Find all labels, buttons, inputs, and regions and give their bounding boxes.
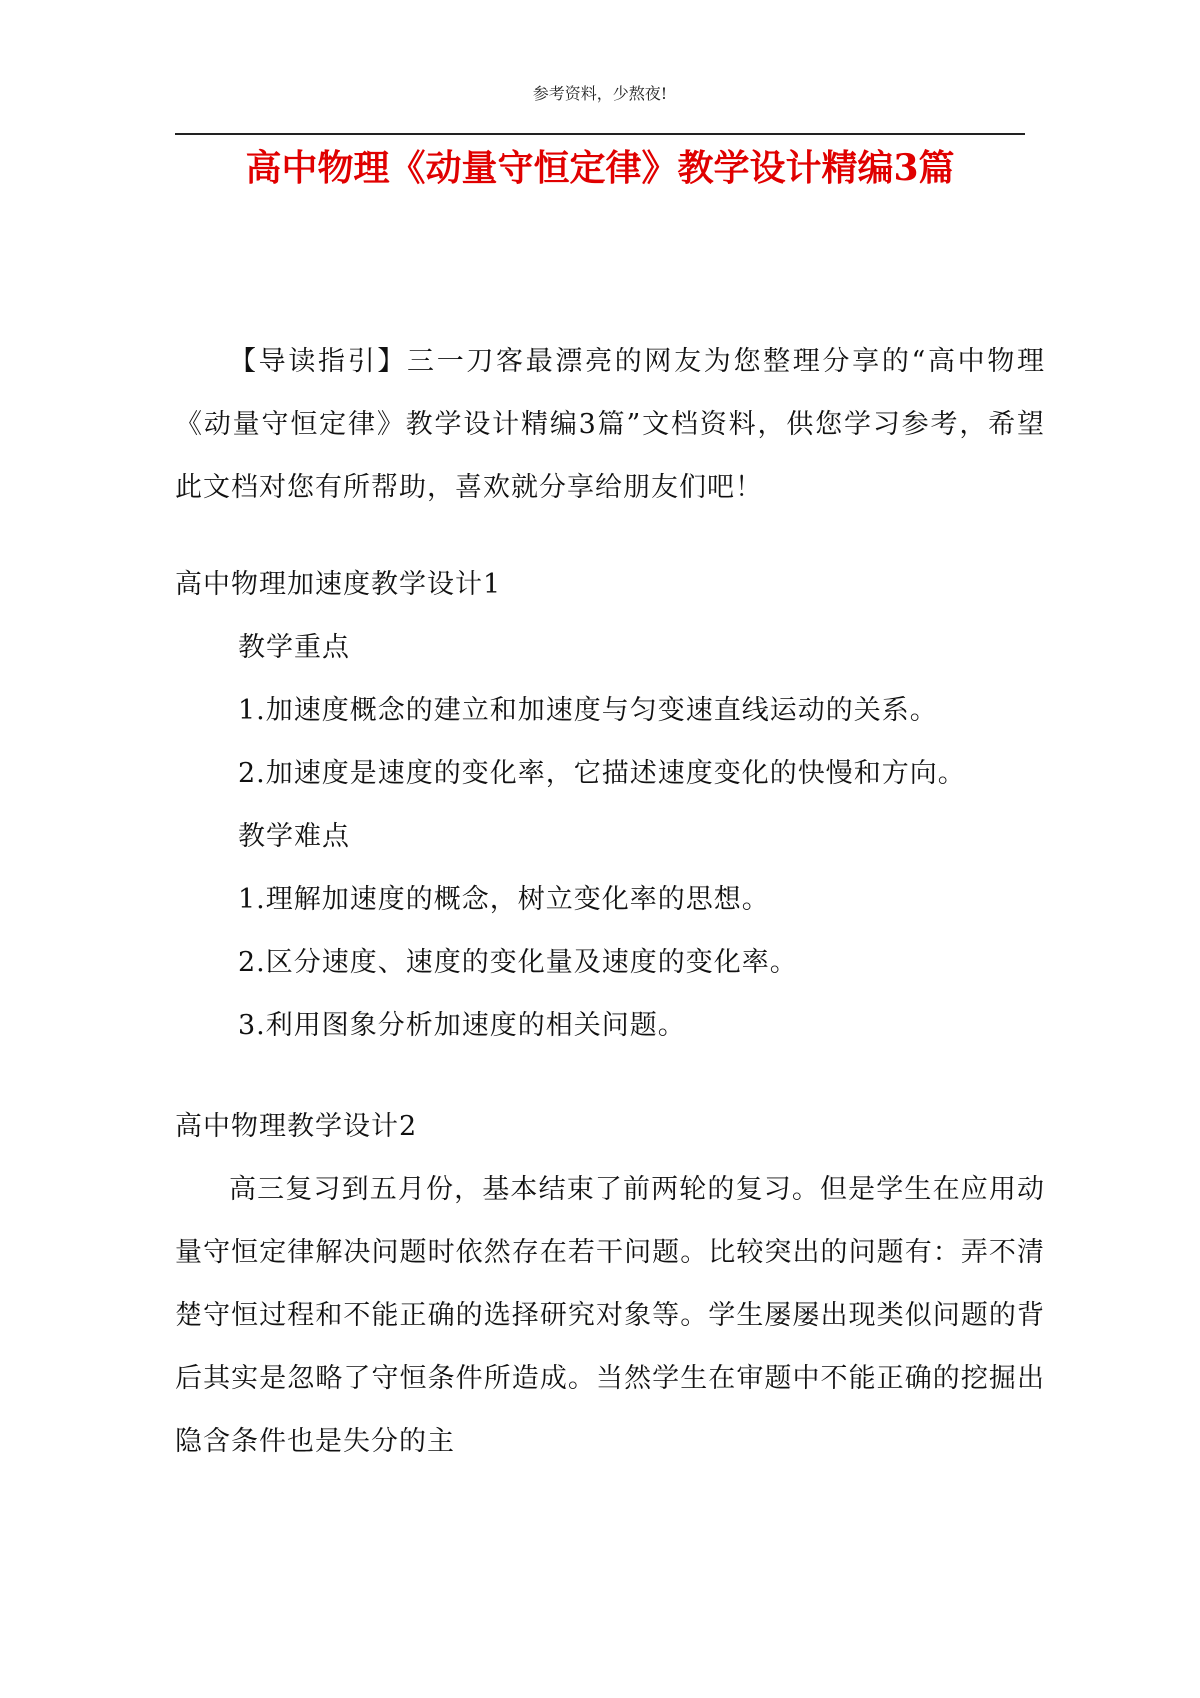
difficulty-item: 1.理解加速度的概念，树立变化率的思想。 [238, 884, 770, 915]
document-title: 高中物理《动量守恒定律》教学设计精编3篇 [245, 147, 955, 189]
spacer [175, 519, 1045, 553]
teaching-focus-label: 教学重点 [238, 632, 350, 663]
intro-paragraph: 【导读指引】三一刀客最漂亮的网友为您整理分享的“高中物理《动量守恒定律》教学设计精编3篇”文档资料，供您学习参考，希望此文档对您有所帮助，喜欢就分享给朋友们吧！ [175, 346, 1045, 503]
teaching-difficulty-label: 教学难点 [238, 821, 350, 852]
running-header: 参考资料，少熬夜! [532, 84, 668, 103]
focus-item: 2.加速度是速度的变化率，它描述速度变化的快慢和方向。 [238, 758, 966, 789]
document-body [175, 330, 1045, 1473]
section-1-heading: 高中物理加速度教学设计1 [175, 569, 502, 600]
difficulty-item: 2.区分速度、速度的变化量及速度的变化率。 [238, 947, 798, 978]
focus-item: 1.加速度概念的建立和加速度与匀变速直线运动的关系。 [238, 695, 938, 726]
difficulty-item: 3.利用图象分析加速度的相关问题。 [238, 1010, 686, 1041]
spacer [175, 1057, 1045, 1095]
header-rule [175, 133, 1025, 135]
section-2-paragraph: 高三复习到五月份，基本结束了前两轮的复习。但是学生在应用动量守恒定律解决问题时依然存在若干问题。比较突出的问题有：弄不清楚守恒过程和不能正确的选择研究对象等。学生屡屡出现类似问题的背后其实是忽略了守恒条件所造成。当然学生在审题中不能正确的挖掘出隐含条件也是失分的主 [175, 1174, 1045, 1457]
section-2-heading: 高中物理教学设计2 [175, 1111, 418, 1142]
